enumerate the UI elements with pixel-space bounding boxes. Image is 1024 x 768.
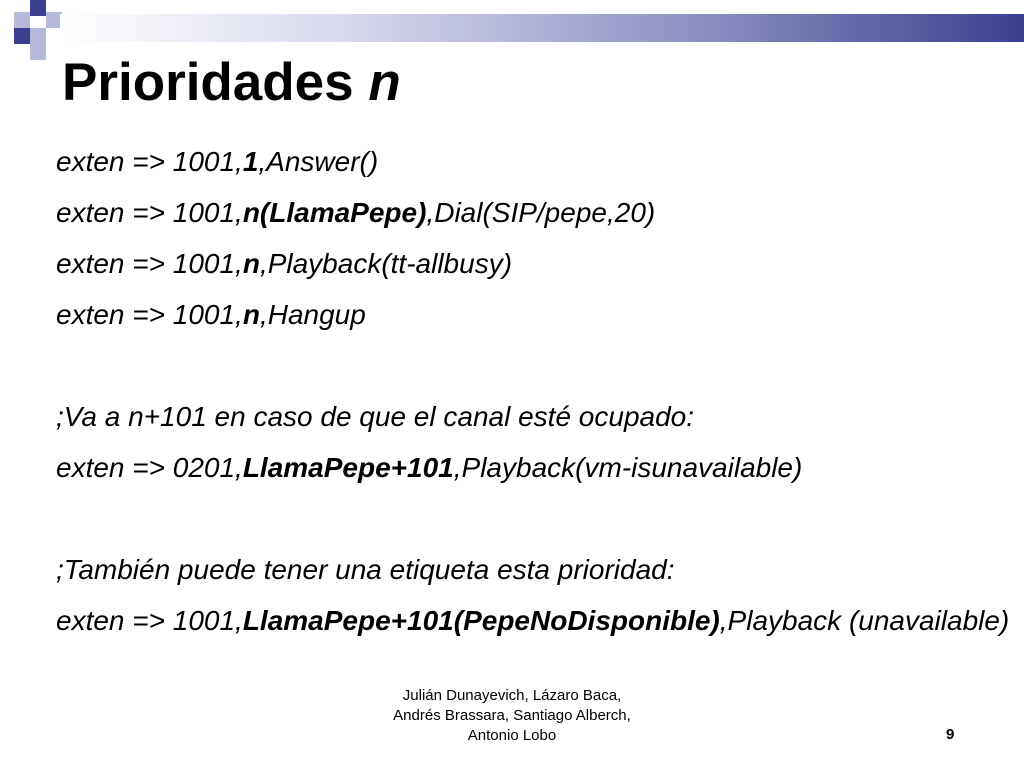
- code-line: exten => 1001,LlamaPepe+101(PepeNoDisponible),Playback (unavailable): [56, 605, 1010, 636]
- code-line: exten => 1001,1,Answer(): [56, 146, 379, 177]
- page-number: 9: [946, 726, 955, 743]
- code-line: exten => 1001,n(LlamaPepe),Dial(SIP/pepe,20): [56, 197, 656, 228]
- decor-square: [30, 28, 46, 44]
- priority-label: 1: [242, 146, 259, 177]
- code-line: exten => 0201,LlamaPepe+101,Playback(vm-isunavailable): [56, 452, 803, 483]
- comment-line: ;También puede tener una etiqueta esta prioridad:: [56, 554, 675, 585]
- spacer: [56, 499, 1016, 550]
- footer-line: Julián Dunayevich, Lázaro Baca,: [402, 687, 622, 704]
- header-gradient-bar: [60, 14, 1024, 42]
- decor-square: [30, 44, 46, 60]
- decor-square: [14, 12, 30, 28]
- priority-label: LlamaPepe+101: [242, 452, 454, 483]
- footer-line: Andrés Brassara, Santiago Alberch,: [393, 707, 631, 724]
- decor-square: [14, 28, 30, 44]
- code-line: exten => 1001,n,Playback(tt-allbusy): [56, 248, 513, 279]
- priority-label: n: [242, 299, 260, 330]
- comment-line: ;Va a n+101 en caso de que el canal esté ocupado:: [56, 401, 695, 432]
- slide-title: [62, 50, 401, 116]
- priority-label: n(LlamaPepe): [242, 197, 427, 228]
- priority-label: LlamaPepe+101(PepeNoDisponible): [242, 605, 720, 636]
- footer-authors: [352, 686, 672, 746]
- title-variable: n: [368, 53, 401, 112]
- slide-body: [56, 142, 1016, 652]
- footer-line: Antonio Lobo: [467, 727, 557, 744]
- title-text: Prioridades: [62, 53, 354, 112]
- code-line: exten => 1001,n,Hangup: [56, 299, 366, 330]
- decor-square: [30, 0, 46, 16]
- spacer: [56, 346, 1016, 397]
- priority-label: n: [242, 248, 260, 279]
